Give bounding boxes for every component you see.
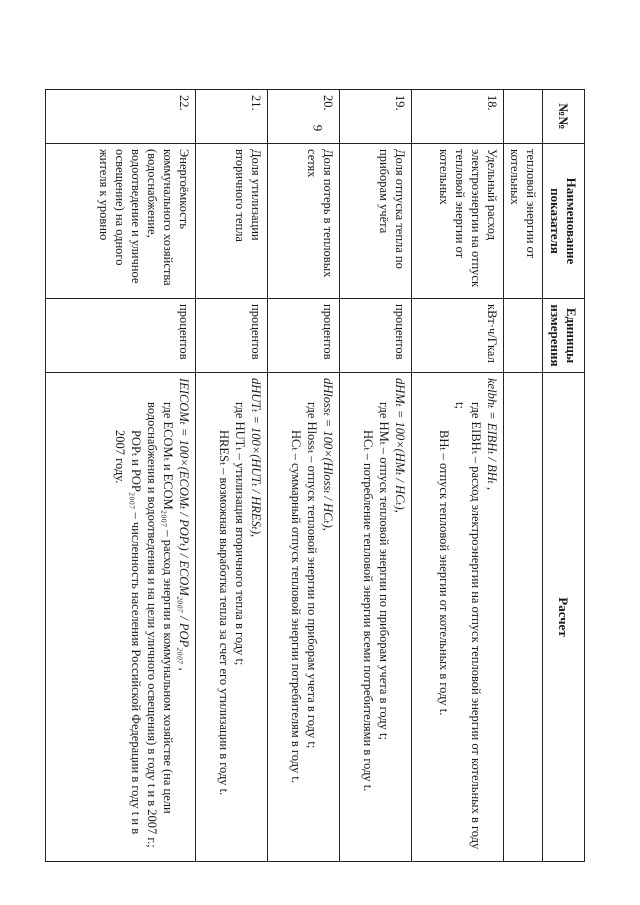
row-unit: процентов (268, 299, 340, 373)
row-calc (340, 373, 412, 862)
row-name: Доля утилизации вторичного тепла (196, 144, 268, 299)
row-num: 18. (412, 90, 504, 144)
row-where: где HUTₜ – утилизация вторичного тепла в году t; (233, 402, 247, 666)
row-name: Удельный расход электроэнергии на отпуск тепловой энергии от котельных (412, 144, 504, 299)
row-num: 19. (340, 90, 412, 144)
row-where: где EIBHₜ – расход электроэнергии на отпуск тепловой энергии от котельных в году t; (453, 402, 483, 850)
row-num: 20. (268, 90, 340, 144)
row-where: где Hlossₜ – отпуск тепловой энергии по приборам учета в году t; (305, 402, 319, 749)
header-num: №№ (543, 90, 585, 144)
row-where: HRESₜ – возможная выработка тепла за счет его утилизации в году t. (217, 430, 231, 796)
row-where: BHₜ – отпуск тепловой энергии от котельных в году t. (437, 430, 451, 716)
row-name: Доля отпуска тепла по приборам учёта (340, 144, 412, 299)
row-calc (412, 373, 504, 862)
row-name: Энергоёмкость коммунального хозяйства (водоснабжение, водоотведение и уличное освещение) на одного жителя к уровню (46, 144, 196, 299)
header-unit: Единицы измерения (543, 299, 585, 373)
row-unit: процентов (196, 299, 268, 373)
header-name: Наименование показателя (543, 144, 585, 299)
row-formula: IEICOMₜ = 100×(ECOMₜ / POPₜ) / ECOM₂₀₀₇ / POP₂₀₀₇ , (177, 378, 191, 671)
indicators-table (45, 89, 585, 862)
row-calc (196, 373, 268, 862)
row-where: POPₜ и POP₂₀₀₇ – численность населения Российской Федерации в году t и в 2007 году. (113, 430, 143, 835)
cont-name: тепловой энергии от котельных (504, 144, 543, 299)
table-header-row (543, 90, 585, 862)
row-calc (268, 373, 340, 862)
continuation-row (504, 90, 543, 862)
row-unit: процентов (340, 299, 412, 373)
row-where: HCₜ – суммарный отпуск тепловой энергии потребителям в году t. (289, 430, 303, 783)
rotated-page (55, 89, 585, 861)
page-number: 9 (310, 124, 326, 132)
cont-num (504, 90, 543, 144)
row-where: где HMₜ – отпуск тепловой энергии по приборам учета в году t; (377, 402, 391, 740)
table-row (268, 90, 340, 862)
row-where: HCₜ – потребление тепловой энергии всеми потребителями в году t. (361, 430, 375, 792)
cont-calc (504, 373, 543, 862)
row-formula: dHUTₜ = 100×(HUTₜ / HRESₜ), (249, 378, 263, 538)
row-num: 22. (46, 90, 196, 144)
row-formula: dHlossₜ = 100×(Hlossₜ / HCₜ), (321, 378, 335, 531)
row-unit: процентов (46, 299, 196, 373)
row-formula: dHMₜ = 100×(HMₜ / HCₜ), (393, 378, 407, 513)
table-row (46, 90, 196, 862)
row-calc (46, 373, 196, 862)
row-num: 21. (196, 90, 268, 144)
table-row (412, 90, 504, 862)
header-calc: Расчет (543, 373, 585, 862)
table-row (340, 90, 412, 862)
row-formula: kelbhₜ = EIBHₜ / BHₜ , (485, 378, 499, 491)
cont-unit (504, 299, 543, 373)
table-row (196, 90, 268, 862)
row-where: где ECOMₜ и ECOM₂₀₀₇ – расход энергии в коммунальном хозяйстве (на цели водоснабжения и водоотведения и на цели уличного освещения) в году t и в 2007 г.; (145, 402, 175, 848)
row-unit: кВт·ч/Гкал (412, 299, 504, 373)
row-name: Доля потерь в тепловых сетях (268, 144, 340, 299)
